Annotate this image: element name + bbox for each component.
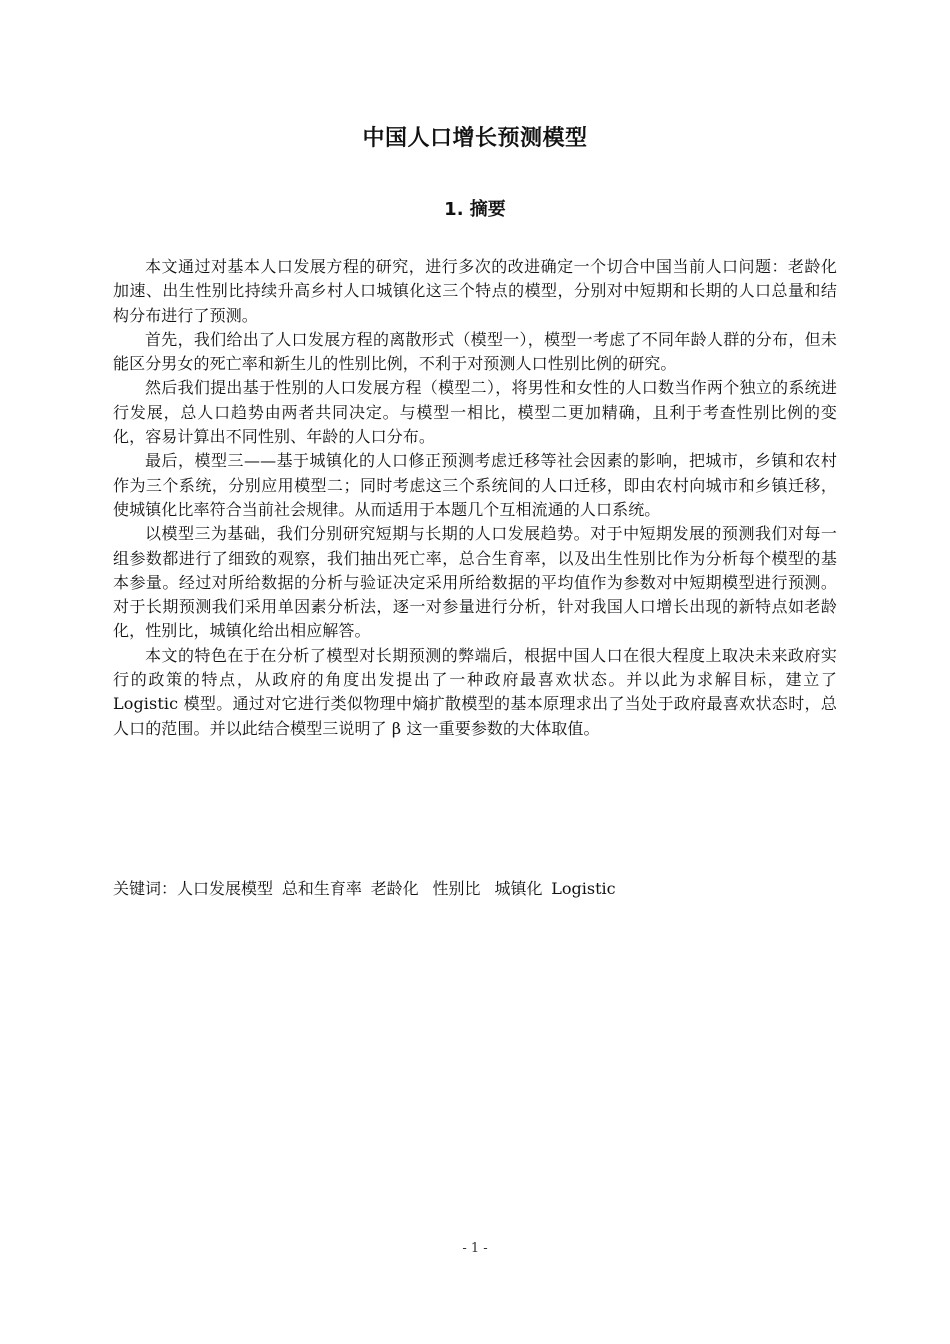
abstract-paragraph: 首先，我们给出了人口发展方程的离散形式（模型一），模型一考虑了不同年龄人群的分布，但未能区分男女的死亡率和新生儿的性别比例，不利于对预测人口性别比例的研究。 [113,329,837,374]
keyword-item: 老龄化 [370,879,419,898]
keyword-item: 性别比 [432,879,481,898]
keywords-label: 关键词： [113,879,178,898]
section-heading-abstract: 1. 摘要 [444,199,506,220]
keyword-item: 城镇化 [494,879,543,898]
abstract-paragraph: 本文的特色在于在分析了模型对长期预测的弊端后，根据中国人口在很大程度上取决未来政府实行的政策的特点，从政府的角度出发提出了一种政府最喜欢状态。并以此为求解目标，建立了 Logistic 模型。通过对它进行类似物理中熵扩散模型的基本原理求出了当处于政府最喜欢状态时，总人口的范围。并以此结合模型三说明了 β 这一重要参数的大体取值。 [113,645,837,738]
abstract-body [113,255,837,741]
keyword-item: 人口发展模型 [177,879,274,898]
page-number: - 1 - [462,1241,488,1256]
keywords-line [113,877,837,901]
abstract-paragraph: 本文通过对基本人口发展方程的研究，进行多次的改进确定一个切合中国当前人口问题：老龄化加速、出生性别比持续升高乡村人口城镇化这三个特点的模型，分别对中短期和长期的人口总量和结构分布进行了预测。 [113,257,837,325]
abstract-paragraph: 以模型三为基础，我们分别研究短期与长期的人口发展趋势。对于中短期发展的预测我们对每一组参数都进行了细致的观察，我们抽出死亡率，总合生育率，以及出生性别比作为分析每个模型的基本参量。经过对所给数据的分析与验证决定采用所给数据的平均值作为参数对中短期模型进行预测。对于长期预测我们采用单因素分析法，逐一对参量进行分析，针对我国人口增长出现的新特点如老龄化，性别比，城镇化给出相应解答。 [113,524,837,641]
document-page [113,0,837,1344]
keyword-item: Logistic [551,879,616,898]
abstract-paragraph: 最后，模型三——基于城镇化的人口修正预测考虑迁移等社会因素的影响，把城市，乡镇和农村作为三个系统，分别应用模型二；同时考虑这三个系统间的人口迁移，即由农村向城市和乡镇迁移，使城镇化比率符合当前社会规律。从而适用于本题几个互相流通的人口系统。 [113,451,837,519]
abstract-paragraph: 然后我们提出基于性别的人口发展方程（模型二），将男性和女性的人口数当作两个独立的系统进行发展，总人口趋势由两者共同决定。与模型一相比，模型二更加精确，且利于考查性别比例的变化，容易计算出不同性别、年龄的人口分布。 [113,378,837,447]
paper-title: 中国人口增长预测模型 [362,126,588,151]
keyword-item: 总和生育率 [281,879,362,898]
